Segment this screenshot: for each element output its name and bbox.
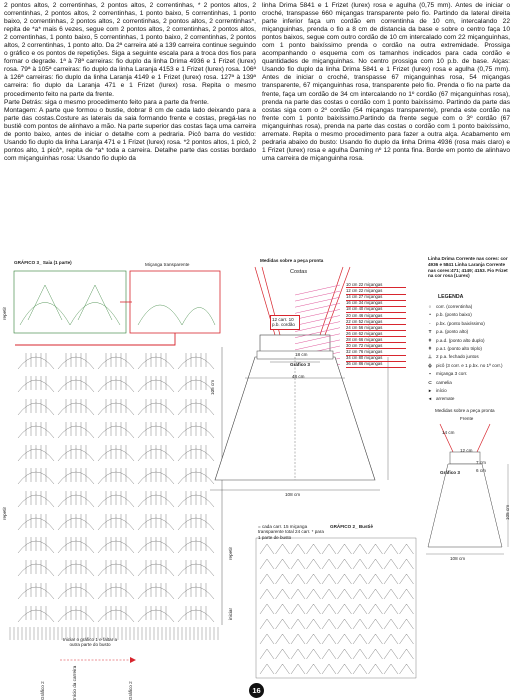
legend-symbol-icon: • bbox=[429, 312, 431, 318]
dim-6: 6 cm bbox=[476, 468, 486, 473]
legend-item bbox=[424, 312, 472, 317]
legend-symbol-icon: ǂ bbox=[428, 346, 432, 351]
legend-symbol-icon: ɸ bbox=[428, 362, 432, 368]
cordao-box: 12 carr. 10 p.b. cordão bbox=[270, 315, 300, 330]
cordao-item: 34 cm 80 miçangas bbox=[346, 355, 406, 361]
legend-text: p.a.t. (ponto alto triplo) bbox=[436, 346, 482, 351]
legend-item bbox=[424, 354, 479, 360]
bottom-note: Iniciar o gráfico 1 e faltar a outra parte do busto bbox=[62, 637, 118, 648]
legend-text: p.bx. (ponto baixíssimo) bbox=[436, 320, 485, 326]
micanga-label: Miçanga transparente bbox=[145, 262, 190, 267]
grafico3-title: GRÁFICO 3_ Saia (1 parte) bbox=[14, 260, 72, 265]
legend-item bbox=[424, 346, 482, 351]
legend-text: picô (3 corr. e 1 p.bx. no 1ª corr.) bbox=[436, 362, 503, 368]
paragraph: 2 pontos altos, 2 correntinhas, 2 pontos altos, 2 correntinhas, * 2 pontos altos, 2 correntinhas, 2 pontos altos, 2 correntinhas, 1 ponto baixo, 5 correntinhas, 1 ponto baixo, 2 correntinhas, 2 pontos altos, 2 correntinhas, 2 pontos altos, 2 correntinhas*, repita de *a* mais 6 vezes, segue com 2 pontos altos, 2 correntinhas, 2 pontos altos, 2 correntinhas, 1 ponto baixo, 5 correntinhas, 1 ponto baixo, 2 correntinhas, 2 pontos altos, 2 correntinhas, 1 ponto alto. Da 2ª carreira até a 139 carreira continue seguindo o gráfico e os pontos de repetições. Siga a seguinte escala para a troca dos fios para formar o degrade. 1ª à 78ª carreiras: fio duplo da linha Drima 4936 e 1 Frizet (lurex) rosa. 79ª à 105ª carreiras: fio duplo da linha Laranja 4153 e 1 Frizet (lurex) rosa. 106ª à 126ª carreiras: fio duplo da linha Laranja 4149 e 1 Frizet (lurex) rosa. 127ª à 139ª carreira: fio duplo da Laranja 471 e 1 Frizet (lurex) rosa. Repita o mesmo procedimento feito na parte da frente. bbox=[4, 2, 256, 98]
legend-symbol-icon: · bbox=[429, 320, 431, 326]
legend-text: arremate bbox=[436, 396, 455, 402]
paragraph: Montagem: A parte que formou o bustie, dobrar 8 cm de cada lado deixando para a parte das costas.Costure as laterais da saia formando frente e costas, pregá-las no bustiê com pontos de alinhavo a mão. Na parte superior das costas faça uma carreira de ponto baixo, antes de iniciar o detalhe com a pedraria. Picô barra do vestido: Usando fio duplo da linha Laranja 471 e 1 Frizet (lurex) rosa. *2 pontos altos, 1 picô, 2 pontos alto, 1 picô*, repita de *a* toda a carreira. Detalhe parte das costas bordado com miçanguinhas rosa: Usando fio duplo da bbox=[4, 106, 256, 162]
frente-schematic bbox=[420, 422, 514, 562]
legend-text: 2 p.a. fechado juntos bbox=[436, 354, 479, 360]
legend-item bbox=[424, 304, 472, 309]
bottom-label: Gráfico 2 bbox=[128, 681, 133, 700]
legend-symbol-icon: ◂ bbox=[428, 396, 432, 402]
cordao-item: 14 cm 27 miçangas bbox=[346, 294, 406, 300]
dim-14: 14 cm bbox=[442, 430, 455, 435]
page-number: 16 bbox=[249, 683, 264, 698]
cordao-item: 30 cm 72 miçangas bbox=[346, 343, 406, 349]
legend-item bbox=[424, 338, 485, 343]
legenda-title: LEGENDA bbox=[438, 294, 464, 300]
dim-7: 7 cm bbox=[476, 460, 486, 465]
cordao-item: 12 cm 22 miçangas bbox=[346, 288, 406, 294]
cordao-item: 26 cm 62 miçangas bbox=[346, 331, 406, 337]
side-label: repetir bbox=[228, 546, 233, 560]
legend-symbol-icon: ⊂ bbox=[428, 379, 432, 385]
cordao-item: 16 cm 34 miçangas bbox=[346, 300, 406, 306]
legend-text: camelia bbox=[436, 379, 452, 385]
legend-item bbox=[424, 321, 485, 326]
legend-symbol-icon: T bbox=[428, 329, 432, 335]
legend-text: corr. (correntinha) bbox=[436, 304, 473, 309]
legend-symbol-icon: ▪ bbox=[429, 371, 431, 377]
legend-text: p.a.d. (ponto alto duplo) bbox=[436, 337, 485, 343]
legend-item bbox=[424, 363, 503, 368]
grafico2-title: GRÁFICO 2_ Bustiê bbox=[330, 524, 373, 529]
paragraph: Parte Detrás: siga o mesmo procedimento feito para a parte da frente. bbox=[4, 98, 209, 106]
legend-text: p.b. (ponto baixo) bbox=[436, 312, 472, 318]
cordao-item: 10 cm 22 miçangas bbox=[346, 282, 406, 288]
dim-105b: 105 cm bbox=[505, 504, 510, 520]
legend-item bbox=[424, 396, 454, 402]
cordao-item: 18 cm 40 miçangas bbox=[346, 306, 406, 312]
cordao-item: 28 cm 66 miçangas bbox=[346, 337, 406, 343]
cordao-item: 24 cm 56 miçangas bbox=[346, 325, 406, 331]
legend-text: miçanga 3 corr. bbox=[436, 371, 468, 377]
legend-symbol-icon: ▸ bbox=[428, 388, 432, 393]
dim-108b: 108 cm bbox=[450, 556, 466, 561]
cordao-item: 36 cm 86 miçangas bbox=[346, 361, 406, 367]
legend-item bbox=[424, 371, 467, 376]
busto-note: = cada carr. 15 miçanga transparente total 24 carr. * para 1 parte de busto bbox=[258, 524, 324, 540]
frente-label: Frente bbox=[460, 416, 474, 421]
grafico3-ref2: Gráfico 3 bbox=[440, 470, 460, 475]
grafico2-bustie-chart bbox=[252, 532, 422, 682]
costas-label: Costas bbox=[290, 269, 308, 275]
legend-symbol-icon: ○ bbox=[428, 304, 432, 309]
text-column-left bbox=[4, 2, 256, 163]
paragraph: linha Drima 5841 e 1 Frizet (lurex) rosa e agulha (0,75 mm). Antes de iniciar o croché, transpasse 660 miçangas transparente pelo fio. Partindo da lateral direita parte inferior faça um cordão em correntinha de 10 cm, intercalando 22 miçanguinhas, prenda o fio a 8 cm de distancia da base e sobre o centro faça 10 pontos baixos, segue com outro cordão de 10 cm intercalado com 22 miçanguinhas, com 1 ponto baixíssimo prenda o cordão na outra extremidade. Prossiga acompanhando o esquema com os tamanhos indicados para cada cordão e quantidades de miçanguinhas. No centro prossiga com 10 p.b. de base. Alças: Usando fio duplo da linha Drima 5841 e 1 Frizet (lurex) rosa e agulha (0,75 mm). Antes de iniciar o croché, transpasse 67 miçanguinhas rosa, 54 miçangas transparente, 67 miçanguinhas rosa, transparente pelo fio. Prenda o fio na parte da frente, faça um cordão de 34 cm intercalando no 1º cordão (67 miçanguinhas rosa), prenda na parte das costas o cordão com 1 ponto baixíssimo. Partindo da parte das costas siga com o 2º cordão (54 miçangas transparente), prenda este cordão na frente com 1 ponto baixíssimo.Partindo da frente segue com o 3º cordão (67 miçanguinhas rosa), prenda na parte das costas o cordão com 1 ponto baixíssimo, arremate. Repita o mesmo procedimento para fazer a outra alça. Acabamento em pedraria abaixo do busto: Usando fio duplo da linha Drima 4936 (rosa mais claro) e 1 Frizet (lurex) rosa e agulha Darning nº 12 ponta fina. Borde em ponto de alinhavo uma carreira de miçanguinha rosa. bbox=[262, 2, 510, 162]
dim-48: 48 cm bbox=[292, 374, 305, 379]
bottom-label: Gráfico 2 bbox=[40, 681, 45, 700]
side-label: repetir bbox=[2, 506, 7, 520]
cordao-item: 32 cm 76 miçangas bbox=[346, 349, 406, 355]
legend-item bbox=[424, 380, 452, 386]
legend-symbol-icon: ǂ bbox=[428, 337, 432, 343]
cordao-item: 20 cm 46 miçangas bbox=[346, 313, 406, 319]
legend-item bbox=[424, 388, 447, 394]
legend-symbol-icon: ⊥ bbox=[427, 354, 432, 360]
grafico3-ref: Gráfico 3 bbox=[290, 362, 310, 367]
side-label: iniciar bbox=[228, 608, 233, 620]
medidas-frente: Medidas sobre a peça pronta bbox=[435, 408, 495, 413]
dim-18: 18 cm bbox=[295, 352, 308, 357]
dim-108: 108 cm bbox=[285, 492, 301, 497]
medidas-title: Medidas sobre a peça pronta bbox=[260, 258, 324, 263]
legend-text: p.a. (ponto alto) bbox=[436, 329, 469, 335]
bottom-label: Início da carreira bbox=[72, 665, 77, 700]
dim-12: 12 cm bbox=[460, 448, 473, 453]
cordao-item: 22 cm 52 miçangas bbox=[346, 319, 406, 325]
dim-105: 105 cm bbox=[210, 379, 215, 395]
side-label: repetir bbox=[2, 306, 7, 320]
legend-item bbox=[424, 329, 468, 334]
legend-text: início bbox=[436, 388, 447, 393]
text-column-right bbox=[262, 2, 510, 163]
linha-note: Linha Drima Corrente nas cores: cor 4936 e 5841 Linha Laranja Corrente nas cores:471; 4149; 4153. Fio Frizet na cor rosa (Lurex) bbox=[428, 256, 508, 279]
